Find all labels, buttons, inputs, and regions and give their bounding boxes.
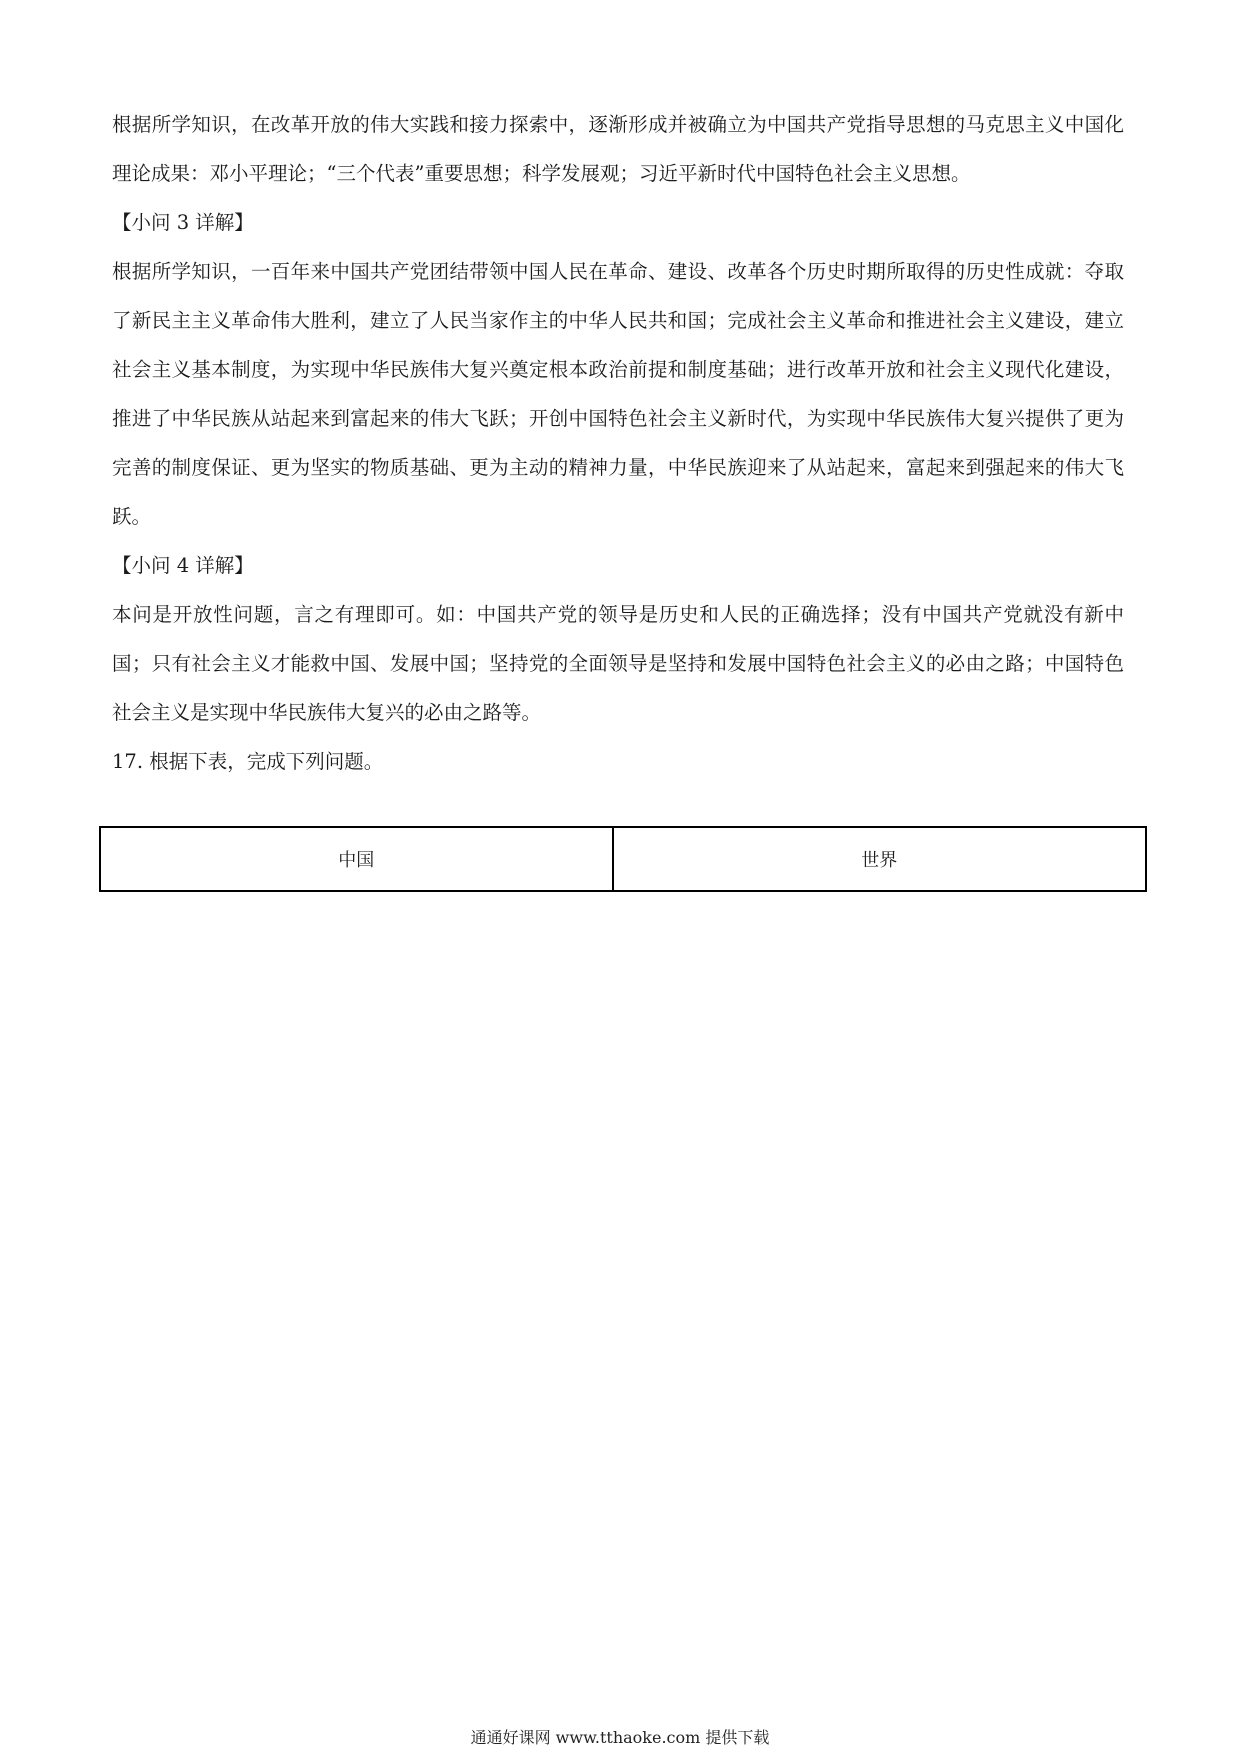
table-header-world: 世界	[613, 827, 1146, 891]
answer-paragraph-2: 根据所学知识，在改革开放的伟大实践和接力探索中，逐渐形成并被确立为中国共产党指导思想的马克思主义中国化理论成果：邓小平理论；“三个代表”重要思想；科学发展观；习近平新时代中国特色社会主义思想。	[112, 113, 1124, 185]
question-17-prompt: 17. 根据下表，完成下列问题。	[112, 750, 384, 773]
table-header-china: 中国	[100, 827, 613, 891]
document-body	[112, 100, 1124, 786]
answer-paragraph-3: 根据所学知识，一百年来中国共产党团结带领中国人民在革命、建设、改革各个历史时期所取得的历史性成就：夺取了新民主主义革命伟大胜利，建立了人民当家作主的中华人民共和国；完成社会主义革命和推进社会主义建设，建立社会主义基本制度，为实现中华民族伟大复兴奠定根本政治前提和制度基础；进行改革开放和社会主义现代化建设，推进了中华民族从站起来到富起来的伟大飞跃；开创中国特色社会主义新时代，为实现中华民族伟大复兴提供了更为完善的制度保证、更为坚实的物质基础、更为主动的精神力量，中华民族迎来了从站起来，富起来到强起来的伟大飞跃。	[112, 260, 1124, 528]
subquestion-4-heading: 【小问 4 详解】	[112, 554, 254, 577]
page-footer: 通通好课网 www.tthaoke.com 提供下载	[470, 1728, 770, 1747]
table-header-row	[100, 827, 1146, 891]
subquestion-3-heading: 【小问 3 详解】	[112, 211, 254, 234]
comparison-table	[99, 826, 1147, 892]
answer-paragraph-4: 本问是开放性问题，言之有理即可。如：中国共产党的领导是历史和人民的正确选择；没有中国共产党就没有新中国；只有社会主义才能救中国、发展中国；坚持党的全面领导是坚持和发展中国特色社会主义的必由之路；中国特色社会主义是实现中华民族伟大复兴的必由之路等。	[112, 603, 1124, 724]
